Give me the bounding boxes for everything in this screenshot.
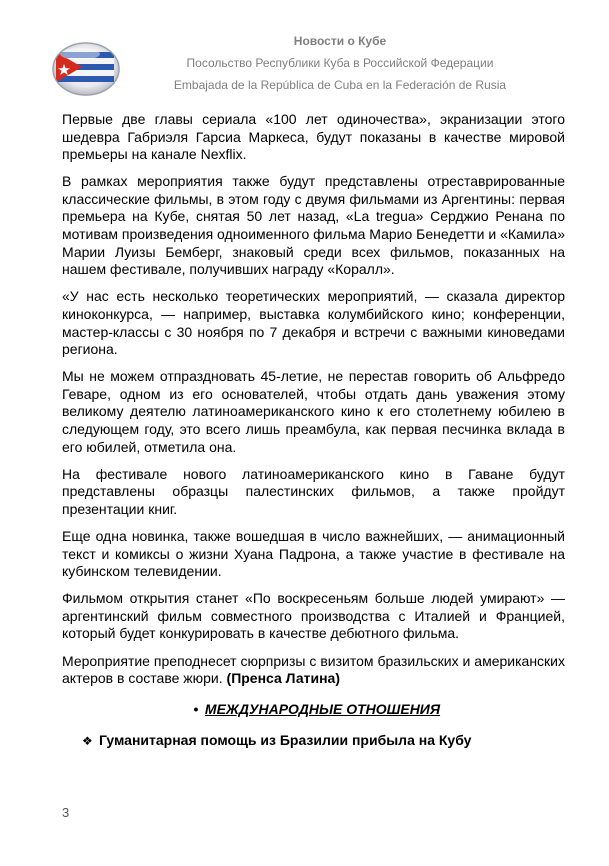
diamond-bullet-icon: ❖ — [82, 734, 93, 749]
header-text-block — [120, 30, 560, 96]
paragraph: Еще одна новинка, также вошедшая в число важнейших, — анимационный текст и комиксы о жизни Хуана Падрона, а также участие в фестивале на кубинском телевидении. — [62, 527, 565, 580]
section-heading-label: МЕЖДУНАРОДНЫЕ ОТНОШЕНИЯ — [204, 700, 441, 717]
paragraph: Первые две главы сериала «100 лет одиночества», экранизации этого шедевра Габриэля Гарсиа Маркеса, будут показаны в качестве мировой премьеры на канале Nexflix. — [62, 111, 565, 163]
news-headline — [62, 732, 565, 750]
header-title: Новости о Кубе — [293, 34, 387, 48]
cuba-flag-logo — [50, 40, 122, 98]
page-number: 3 — [62, 805, 70, 820]
header-embassy-ru: Посольство Республики Куба в Российской Федерации — [186, 56, 494, 70]
page-header — [0, 0, 609, 110]
header-embassy-es: Embajada de la República de Cuba en la Federación de Rusia — [173, 78, 507, 92]
paragraph: Мы не можем отпраздновать 45-летие, не перестав говорить об Альфредо Геваре, одном из его основателей, чтобы отдать дань уважения этому великому деятелю латиноамериканского кино к его столетнему юбилею в следующем году, это всего лишь преамбула, как первая песчинка вклада в его юбилей, отметила она. — [62, 368, 565, 455]
source-credit: (Пренса Латина) — [226, 670, 341, 687]
section-heading — [62, 701, 565, 719]
paragraph-final — [62, 653, 565, 688]
article-body — [62, 111, 565, 750]
bullet-icon: • — [193, 700, 199, 717]
paragraph: «У нас есть несколько теоретических мероприятий, — сказала директор киноконкурса, — например, выставка колумбийского кино; конференции, мастер-классы с 30 ноября по 7 декабря и встречи с важными киноведами региона. — [62, 288, 565, 358]
news-headline-text: Гуманитарная помощь из Бразилии прибыла на Кубу — [99, 732, 472, 749]
paragraph: На фестивале нового латиноамериканского кино в Гаване будут представлены образцы палестинских фильмов, а также пройдут презентации книг. — [62, 465, 565, 517]
paragraph: В рамках мероприятия также будут представлены отреставрированные классические фильмы, в этом году с двумя фильмами из Аргентины: первая премьера на Кубе, снятая 50 лет назад, «La tregua» Серджио Ренана по мотивам произведения одноименного фильма Марио Бенедетти и «Камила» Марии Луизы Бемберг, знаковый среди всех фильмов, показанных на нашем фестивале, получивших награду «Коралл». — [62, 173, 565, 278]
paragraph-final-text: Мероприятие преподнесет сюрпризы с визитом бразильских и американских актеров в составе жюри. — [62, 652, 565, 687]
paragraph: Фильмом открытия станет «По воскресеньям больше людей умирают» — аргентинский фильм совместного производства с Италией и Францией, который будет конкурировать в качестве дебютного фильма. — [62, 590, 565, 642]
